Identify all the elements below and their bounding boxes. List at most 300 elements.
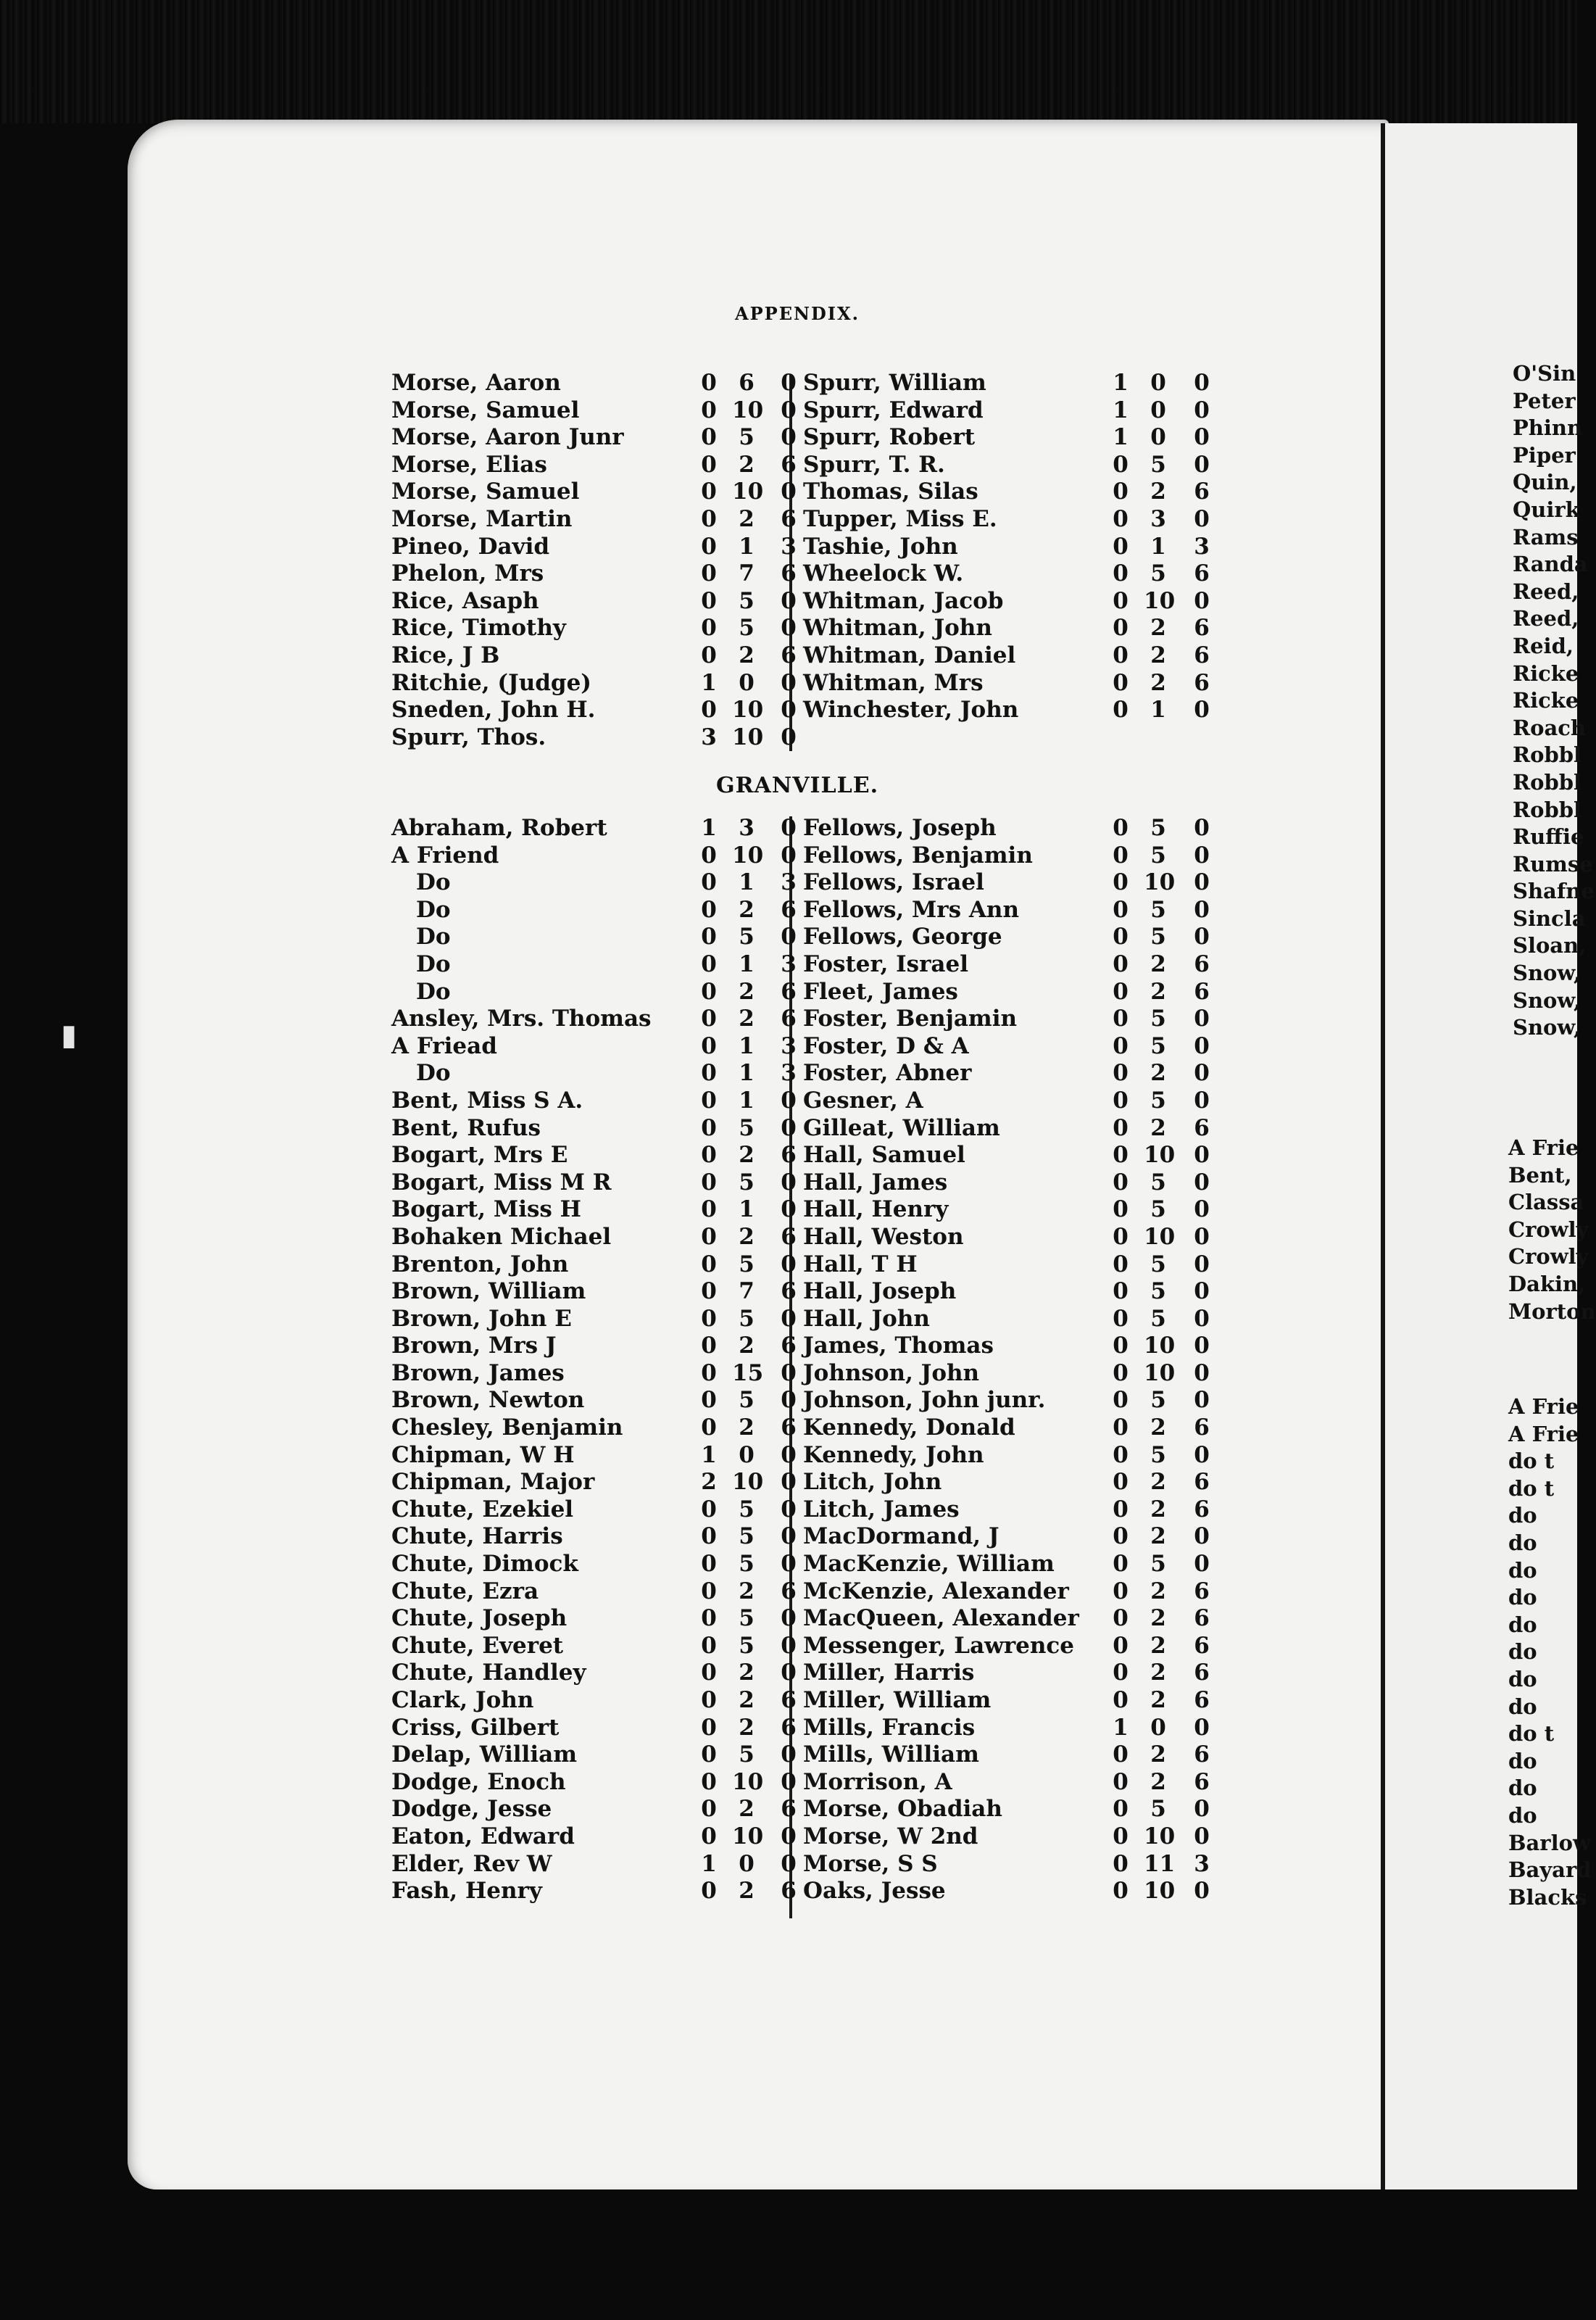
amount-pounds: 0: [1113, 1823, 1129, 1849]
amount-pounds: 0: [701, 1632, 717, 1659]
subscriber-name: Fellows, Benjamin: [803, 842, 1033, 869]
subscriber-name: Do: [416, 1060, 451, 1087]
amount-shillings: 2: [739, 505, 755, 532]
subscriber-row: [391, 560, 797, 588]
amount-pounds: 0: [1113, 1060, 1129, 1087]
amount-shillings: 5: [739, 1251, 755, 1277]
subscriber-name: Foster, Abner: [803, 1060, 972, 1087]
amount-pence: 0: [1194, 424, 1210, 451]
amount-shillings: 5: [739, 1632, 755, 1659]
subscriber-name: A Friend: [391, 842, 499, 869]
amount-pence: 3: [781, 950, 797, 977]
amount-pounds: 0: [701, 1305, 717, 1332]
facing-page-entry: Bent,: [1508, 1162, 1572, 1188]
subscriber-row: [391, 979, 797, 1006]
amount-pence: 0: [781, 1469, 797, 1496]
amount-pence: 0: [1194, 1796, 1210, 1823]
amount-pounds: 0: [701, 587, 717, 614]
amount-pence: 0: [1194, 1387, 1210, 1414]
amount-pounds: 1: [1113, 424, 1129, 451]
amount-pounds: 0: [1113, 1305, 1129, 1332]
amount-pence: 0: [1194, 1878, 1210, 1905]
subscriber-row: [803, 1578, 1223, 1606]
amount-shillings: 5: [739, 1114, 755, 1141]
amount-pounds: 0: [1113, 1032, 1129, 1059]
facing-page-entry: Robbl: [1513, 742, 1582, 768]
subscriber-row: [391, 1823, 797, 1851]
amount-pence: 0: [1194, 1196, 1210, 1223]
subscriber-row: [803, 1551, 1223, 1578]
amount-pence: 6: [781, 978, 797, 1005]
subscriber-row: [803, 924, 1223, 951]
facing-page-entry: do: [1508, 1612, 1537, 1637]
amount-pounds: 0: [701, 1006, 717, 1032]
subscriber-row: [803, 1333, 1223, 1360]
subscriber-row: [391, 1469, 797, 1496]
amount-shillings: 2: [739, 1006, 755, 1032]
amount-pounds: 0: [701, 1196, 717, 1223]
subscriber-name: Morse, Aaron: [391, 370, 561, 396]
amount-pounds: 0: [1113, 1768, 1129, 1795]
facing-page-entry: A Frie: [1508, 1135, 1579, 1160]
subscriber-name: Chipman, W H: [391, 1441, 575, 1468]
amount-shillings: 10: [732, 1823, 764, 1849]
amount-pence: 0: [1194, 1523, 1210, 1550]
amount-pence: 0: [1194, 896, 1210, 923]
facing-page-entry: A Frie: [1508, 1421, 1579, 1446]
amount-pounds: 0: [701, 1523, 717, 1550]
facing-page-entry: Phinn: [1513, 415, 1583, 441]
subscriber-name: Dodge, Enoch: [391, 1768, 566, 1795]
amount-pence: 0: [1194, 397, 1210, 423]
subscriber-name: Do: [416, 950, 451, 977]
subscriber-row: [391, 1578, 797, 1606]
facing-page-entry: do: [1508, 1748, 1537, 1773]
amount-pence: 6: [1194, 560, 1210, 587]
amount-shillings: 2: [1150, 1632, 1166, 1659]
facing-page-entry: Reid,: [1513, 633, 1574, 658]
amount-shillings: 10: [732, 724, 764, 750]
amount-shillings: 2: [739, 1333, 755, 1359]
subscriber-name: Tupper, Miss E.: [803, 505, 997, 532]
subscriber-row: [391, 370, 797, 397]
amount-pounds: 0: [1113, 1006, 1129, 1032]
subscriber-row: [391, 1551, 797, 1578]
subscriber-name: Brenton, John: [391, 1251, 569, 1277]
amount-pence: 0: [1194, 697, 1210, 724]
amount-pence: 0: [781, 1551, 797, 1578]
amount-pence: 6: [1194, 1768, 1210, 1795]
subscriber-name: A Friead: [391, 1032, 497, 1059]
subscriber-list-left-granville: [391, 815, 797, 1905]
subscriber-row: [391, 1687, 797, 1715]
amount-pounds: 0: [1113, 1359, 1129, 1386]
subscriber-name: Winchester, John: [803, 697, 1019, 724]
subscriber-row: [803, 397, 1223, 425]
amount-shillings: 3: [739, 815, 755, 841]
amount-pence: 0: [1194, 1251, 1210, 1277]
subscriber-name: Morse, Aaron Junr: [391, 424, 624, 451]
amount-shillings: 0: [739, 669, 755, 696]
amount-pence: 0: [1194, 1359, 1210, 1386]
subscriber-row: [803, 1769, 1223, 1797]
subscriber-name: Hall, Joseph: [803, 1278, 957, 1305]
subscriber-row: [391, 478, 797, 506]
subscriber-row: [803, 1224, 1223, 1251]
amount-pence: 0: [1194, 1142, 1210, 1169]
subscriber-name: Fellows, Joseph: [803, 815, 997, 841]
subscriber-name: Kennedy, John: [803, 1441, 984, 1468]
amount-pounds: 0: [701, 1551, 717, 1578]
subscriber-row: [391, 1715, 797, 1742]
amount-pounds: 0: [701, 978, 717, 1005]
facing-page-entry: Roach: [1513, 715, 1586, 740]
amount-pence: 0: [1194, 1441, 1210, 1468]
subscriber-row: [803, 1360, 1223, 1388]
amount-shillings: 2: [1150, 1469, 1166, 1496]
subscriber-row: [391, 534, 797, 561]
subscriber-name: Spurr, Edward: [803, 397, 984, 423]
amount-pounds: 0: [1113, 1796, 1129, 1823]
subscriber-name: Wheelock W.: [803, 560, 964, 587]
subscriber-row: [391, 924, 797, 951]
subscriber-name: Morse, S S: [803, 1850, 938, 1877]
subscriber-name: Morrison, A: [803, 1768, 952, 1795]
subscriber-row: [803, 1442, 1223, 1470]
amount-pence: 0: [781, 587, 797, 614]
amount-pence: 0: [1194, 1305, 1210, 1332]
amount-shillings: 5: [1150, 1551, 1166, 1578]
amount-shillings: 10: [1144, 869, 1176, 896]
amount-shillings: 2: [739, 1878, 755, 1905]
amount-shillings: 5: [1150, 842, 1166, 869]
amount-pounds: 0: [1113, 1278, 1129, 1305]
subscriber-name: MacQueen, Alexander: [803, 1605, 1079, 1632]
amount-shillings: 5: [1150, 1006, 1166, 1032]
subscriber-row: [803, 1033, 1223, 1061]
facing-page-entry: Crowly: [1508, 1244, 1589, 1269]
amount-shillings: 2: [1150, 669, 1166, 696]
subscriber-row: [803, 815, 1223, 842]
subscriber-row: [803, 1006, 1223, 1033]
amount-shillings: 5: [739, 1305, 755, 1332]
amount-shillings: 10: [732, 1469, 764, 1496]
amount-shillings: 10: [732, 1768, 764, 1795]
subscriber-row: [803, 979, 1223, 1006]
subscriber-name: Do: [416, 978, 451, 1005]
amount-pounds: 0: [701, 642, 717, 668]
facing-page-entry: Randa: [1513, 552, 1588, 577]
subscriber-name: Mills, Francis: [803, 1714, 976, 1741]
amount-shillings: 1: [1150, 697, 1166, 724]
subscriber-row: [391, 588, 797, 616]
subscriber-name: James, Thomas: [803, 1333, 994, 1359]
subscriber-row: [391, 1769, 797, 1797]
amount-shillings: 10: [1144, 1333, 1176, 1359]
subscriber-name: Fellows, George: [803, 924, 1002, 950]
subscriber-name: Chesley, Benjamin: [391, 1414, 623, 1441]
subscriber-name: Brown, John E: [391, 1305, 572, 1332]
amount-shillings: 10: [732, 842, 764, 869]
amount-pounds: 0: [701, 1251, 717, 1277]
amount-shillings: 7: [739, 1278, 755, 1305]
amount-shillings: 0: [1150, 424, 1166, 451]
subscriber-row: [391, 1169, 797, 1197]
amount-shillings: 2: [1150, 1414, 1166, 1441]
facing-page-entry: Peter: [1513, 388, 1576, 413]
subscriber-name: Bohaken Michael: [391, 1223, 612, 1250]
amount-pence: 6: [781, 1223, 797, 1250]
amount-shillings: 5: [1150, 815, 1166, 841]
amount-pounds: 0: [701, 1060, 717, 1087]
running-head: APPENDIX.: [735, 303, 860, 324]
amount-pence: 0: [1194, 842, 1210, 869]
amount-pence: 0: [1194, 815, 1210, 841]
subscriber-name: Sneden, John H.: [391, 697, 596, 724]
amount-shillings: 2: [1150, 1605, 1166, 1632]
amount-pence: 0: [781, 1441, 797, 1468]
amount-pounds: 0: [701, 1768, 717, 1795]
amount-shillings: 2: [1150, 950, 1166, 977]
amount-pounds: 0: [701, 1796, 717, 1823]
facing-page-entry: Sincla: [1513, 906, 1586, 931]
subscriber-name: Litch, John: [803, 1469, 942, 1496]
subscriber-name: Bogart, Miss M R: [391, 1169, 612, 1196]
facing-page-entry: Sloan,: [1513, 933, 1587, 958]
amount-pence: 6: [1194, 642, 1210, 668]
subscriber-name: Spurr, Thos.: [391, 724, 546, 750]
facing-page-entry: Dakin,: [1508, 1271, 1586, 1296]
subscriber-name: Bogart, Mrs E: [391, 1142, 568, 1169]
amount-shillings: 7: [739, 560, 755, 587]
amount-pounds: 0: [1113, 1114, 1129, 1141]
amount-pounds: 0: [701, 451, 717, 478]
subscriber-name: Morse, Elias: [391, 451, 547, 478]
amount-pence: 3: [781, 1060, 797, 1087]
facing-page-entry: do t: [1508, 1475, 1555, 1501]
subscriber-row: [391, 1878, 797, 1905]
amount-pence: 0: [781, 1741, 797, 1768]
amount-pounds: 0: [701, 1878, 717, 1905]
facing-page-entry: Bayard: [1508, 1857, 1592, 1883]
amount-pence: 0: [781, 1523, 797, 1550]
subscriber-name: Ansley, Mrs. Thomas: [391, 1006, 652, 1032]
amount-pence: 6: [781, 1578, 797, 1604]
amount-pence: 0: [1194, 451, 1210, 478]
facing-page-entry: Crowly: [1508, 1217, 1589, 1242]
facing-page-entry: do: [1508, 1776, 1537, 1801]
amount-pence: 0: [1194, 1169, 1210, 1196]
subscriber-name: Chute, Ezra: [391, 1578, 539, 1604]
subscriber-name: Rice, Timothy: [391, 615, 566, 642]
amount-pence: 6: [1194, 1114, 1210, 1141]
amount-pounds: 0: [701, 869, 717, 896]
subscriber-name: Fash, Henry: [391, 1878, 542, 1905]
amount-pounds: 0: [701, 1660, 717, 1686]
subscriber-row: [803, 452, 1223, 479]
amount-shillings: 5: [739, 1496, 755, 1522]
subscriber-row: [391, 1496, 797, 1524]
subscriber-row: [803, 1823, 1223, 1851]
amount-shillings: 5: [1150, 1278, 1166, 1305]
subscriber-row: [391, 1660, 797, 1687]
amount-pounds: 0: [701, 1333, 717, 1359]
facing-page-entry: do: [1508, 1530, 1537, 1555]
amount-pence: 0: [781, 424, 797, 451]
subscriber-row: [391, 1060, 797, 1088]
subscriber-name: Do: [416, 924, 451, 950]
amount-pence: 0: [781, 478, 797, 505]
subscriber-row: [391, 1442, 797, 1470]
amount-pounds: 0: [1113, 615, 1129, 642]
subscriber-row: [803, 897, 1223, 924]
amount-shillings: 2: [1150, 978, 1166, 1005]
subscriber-row: [803, 1796, 1223, 1823]
subscriber-row: [391, 642, 797, 670]
amount-pounds: 0: [1113, 869, 1129, 896]
facing-page-entry: do: [1508, 1666, 1537, 1691]
amount-pounds: 0: [1113, 1251, 1129, 1277]
facing-page-entry: Ricke: [1513, 660, 1579, 686]
amount-pence: 6: [1194, 669, 1210, 696]
amount-pence: 6: [781, 1333, 797, 1359]
subscriber-name: Morse, Samuel: [391, 397, 580, 423]
subscriber-name: Fellows, Mrs Ann: [803, 896, 1020, 923]
amount-pence: 0: [781, 1196, 797, 1223]
amount-shillings: 1: [739, 869, 755, 896]
subscriber-name: Johnson, John: [803, 1359, 980, 1386]
facing-page-list-1: [1513, 360, 1595, 1042]
subscriber-name: Criss, Gilbert: [391, 1714, 560, 1741]
amount-shillings: 1: [739, 1032, 755, 1059]
amount-shillings: 2: [739, 978, 755, 1005]
subscriber-name: Spurr, T. R.: [803, 451, 945, 478]
amount-pounds: 0: [1113, 451, 1129, 478]
amount-pounds: 0: [1113, 924, 1129, 950]
subscriber-name: Spurr, Robert: [803, 424, 976, 451]
subscriber-row: [391, 697, 797, 724]
subscriber-row: [803, 560, 1223, 588]
amount-pounds: 1: [701, 669, 717, 696]
amount-pounds: 0: [1113, 1605, 1129, 1632]
amount-shillings: 5: [1150, 1387, 1166, 1414]
amount-pence: 3: [781, 533, 797, 560]
amount-pence: 6: [781, 1006, 797, 1032]
subscriber-row: [803, 370, 1223, 397]
amount-pence: 0: [781, 397, 797, 423]
amount-pence: 0: [1194, 1823, 1210, 1849]
amount-pence: 6: [781, 505, 797, 532]
facing-page-entry: do: [1508, 1503, 1537, 1528]
facing-page-entry: Morton: [1508, 1298, 1596, 1324]
subscriber-name: Kennedy, Donald: [803, 1414, 1015, 1441]
amount-pounds: 0: [701, 924, 717, 950]
facing-page-entry: do t: [1508, 1721, 1555, 1747]
amount-pounds: 0: [1113, 815, 1129, 841]
subscriber-name: Johnson, John junr.: [803, 1387, 1046, 1414]
amount-shillings: 2: [739, 1414, 755, 1441]
amount-pounds: 0: [701, 1387, 717, 1414]
subscriber-row: [803, 1851, 1223, 1878]
subscriber-name: Thomas, Silas: [803, 478, 978, 505]
subscriber-row: [391, 1306, 797, 1333]
subscriber-row: [803, 1687, 1223, 1715]
subscriber-row: [391, 1142, 797, 1169]
amount-shillings: 2: [739, 1687, 755, 1713]
subscriber-row: [391, 869, 797, 897]
amount-pounds: 0: [701, 533, 717, 560]
amount-shillings: 5: [739, 587, 755, 614]
subscriber-name: Elder, Rev W: [391, 1850, 552, 1877]
amount-pounds: 0: [1113, 560, 1129, 587]
amount-pounds: 0: [701, 1359, 717, 1386]
subscriber-row: [803, 1088, 1223, 1115]
amount-shillings: 5: [739, 1741, 755, 1768]
amount-shillings: 5: [739, 424, 755, 451]
amount-pence: 0: [781, 724, 797, 750]
amount-pence: 6: [781, 642, 797, 668]
subscriber-row: [391, 1796, 797, 1823]
amount-pounds: 0: [701, 615, 717, 642]
subscriber-row: [391, 842, 797, 870]
amount-pounds: 3: [701, 724, 717, 750]
subscriber-name: Hall, T H: [803, 1251, 918, 1277]
subscriber-row: [391, 1196, 797, 1224]
amount-pounds: 0: [1113, 978, 1129, 1005]
amount-pounds: 0: [1113, 842, 1129, 869]
subscriber-row: [391, 1851, 797, 1878]
amount-pounds: 0: [701, 560, 717, 587]
amount-shillings: 1: [739, 1060, 755, 1087]
amount-pounds: 0: [1113, 1169, 1129, 1196]
subscriber-name: Foster, Israel: [803, 950, 969, 977]
amount-pence: 0: [781, 1496, 797, 1522]
facing-page-entry: A Frie: [1508, 1394, 1579, 1419]
subscriber-row: [391, 1387, 797, 1414]
facing-page-entry: do: [1508, 1585, 1537, 1610]
amount-pounds: 0: [701, 397, 717, 423]
subscriber-row: [391, 1251, 797, 1279]
subscriber-row: [803, 869, 1223, 897]
subscriber-row: [391, 1115, 797, 1143]
amount-shillings: 5: [1150, 451, 1166, 478]
amount-shillings: 5: [739, 1523, 755, 1550]
amount-shillings: 0: [1150, 1714, 1166, 1741]
amount-pence: 6: [1194, 478, 1210, 505]
amount-pence: 0: [1194, 505, 1210, 532]
subscriber-row: [803, 1605, 1223, 1633]
subscriber-name: Ritchie, (Judge): [391, 669, 591, 696]
amount-pence: 6: [1194, 1469, 1210, 1496]
amount-pounds: 2: [701, 1469, 717, 1496]
amount-pounds: 0: [1113, 669, 1129, 696]
facing-page-entry: Piper: [1513, 442, 1576, 468]
amount-shillings: 3: [1150, 505, 1166, 532]
amount-shillings: 5: [1150, 1441, 1166, 1468]
amount-pounds: 0: [1113, 1523, 1129, 1550]
subscriber-name: Abraham, Robert: [391, 815, 607, 841]
subscriber-name: Gilleat, William: [803, 1114, 1000, 1141]
subscriber-row: [803, 1387, 1223, 1414]
amount-shillings: 5: [1150, 1087, 1166, 1114]
subscriber-name: Do: [416, 896, 451, 923]
amount-pounds: 0: [701, 424, 717, 451]
amount-pounds: 0: [701, 1687, 717, 1713]
amount-pence: 0: [781, 1387, 797, 1414]
amount-shillings: 1: [739, 1087, 755, 1114]
subscriber-row: [391, 1741, 797, 1769]
amount-pence: 0: [1194, 1087, 1210, 1114]
